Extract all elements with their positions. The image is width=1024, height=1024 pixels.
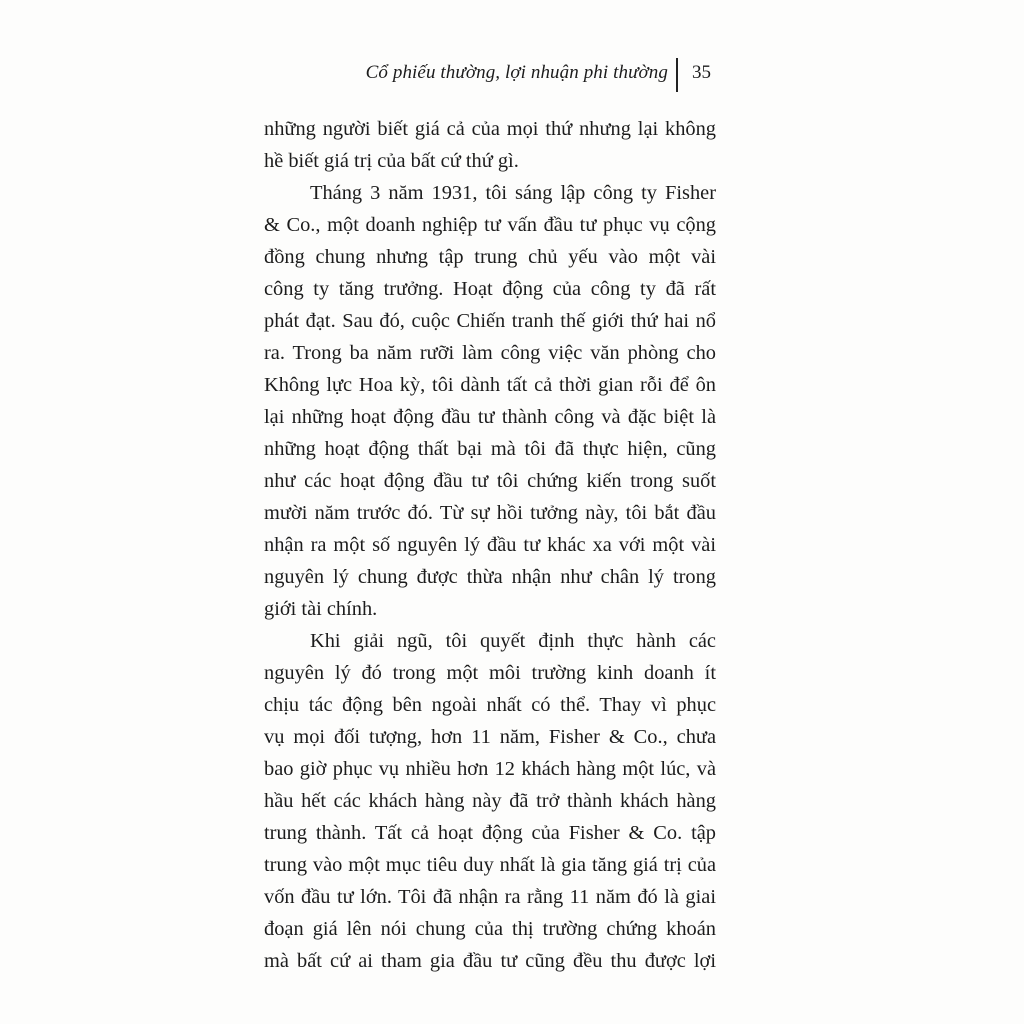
text-line: mà bất cứ ai tham gia đầu tư cũng đều thu được lợi (264, 950, 716, 972)
text-line: trung thành. Tất cả hoạt động của Fisher & Co. tập (264, 822, 716, 844)
text-line: đồng chung nhưng tập trung chủ yếu vào một vài (264, 246, 716, 268)
text-line: như các hoạt động đầu tư tôi chứng kiến trong suốt (264, 470, 716, 492)
text-line: trung vào một mục tiêu duy nhất là gia tăng giá trị của (264, 854, 716, 876)
paragraph (264, 177, 716, 625)
text-line: công ty tăng trưởng. Hoạt động của công ty đã rất (264, 278, 716, 300)
text-line: hầu hết các khách hàng này đã trở thành khách hàng (264, 790, 716, 812)
text-line: nhận ra một số nguyên lý đầu tư khác xa với một vài (264, 534, 716, 556)
text-line: những hoạt động thất bại mà tôi đã thực hiện, cũng (264, 438, 716, 460)
text-line: & Co., một doanh nghiệp tư vấn đầu tư phục vụ cộng (264, 214, 716, 236)
text-line: những người biết giá cả của mọi thứ nhưng lại không (264, 118, 716, 140)
text-line: Tháng 3 năm 1931, tôi sáng lập công ty Fisher (310, 182, 716, 204)
text-line: đoạn giá lên nói chung của thị trường chứng khoán (264, 918, 716, 940)
text-line: nguyên lý chung được thừa nhận như chân lý trong (264, 566, 716, 588)
text-line: bao giờ phục vụ nhiều hơn 12 khách hàng một lúc, và (264, 758, 716, 780)
text-line: Khi giải ngũ, tôi quyết định thực hành các (310, 630, 716, 652)
text-line: Không lực Hoa kỳ, tôi dành tất cả thời gian rỗi để ôn (264, 374, 716, 396)
text-line: ra. Trong ba năm rưỡi làm công việc văn phòng cho (264, 342, 716, 364)
text-line: giới tài chính. (264, 598, 378, 620)
running-head (330, 58, 730, 92)
running-title: Cổ phiếu thường, lợi nhuận phi thường (365, 62, 668, 83)
header-divider (676, 58, 678, 92)
text-line: chịu tác động bên ngoài nhất có thể. Thay vì phục (264, 694, 716, 716)
body-text (264, 113, 716, 977)
text-line: vụ mọi đối tượng, hơn 11 năm, Fisher & Co., chưa (264, 726, 716, 748)
text-line: vốn đầu tư lớn. Tôi đã nhận ra rằng 11 năm đó là giai (264, 886, 716, 908)
paragraph (264, 113, 716, 177)
text-line: mười năm trước đó. Từ sự hồi tưởng này, tôi bắt đầu (264, 502, 716, 524)
paragraph (264, 625, 716, 977)
text-line: lại những hoạt động đầu tư thành công và đặc biệt là (264, 406, 716, 428)
text-line: nguyên lý đó trong một môi trường kinh doanh ít (264, 662, 716, 684)
text-line: hề biết giá trị của bất cứ thứ gì. (264, 150, 519, 172)
text-line: phát đạt. Sau đó, cuộc Chiến tranh thế giới thứ hai nổ (264, 310, 716, 332)
page-number: 35 (692, 62, 711, 83)
